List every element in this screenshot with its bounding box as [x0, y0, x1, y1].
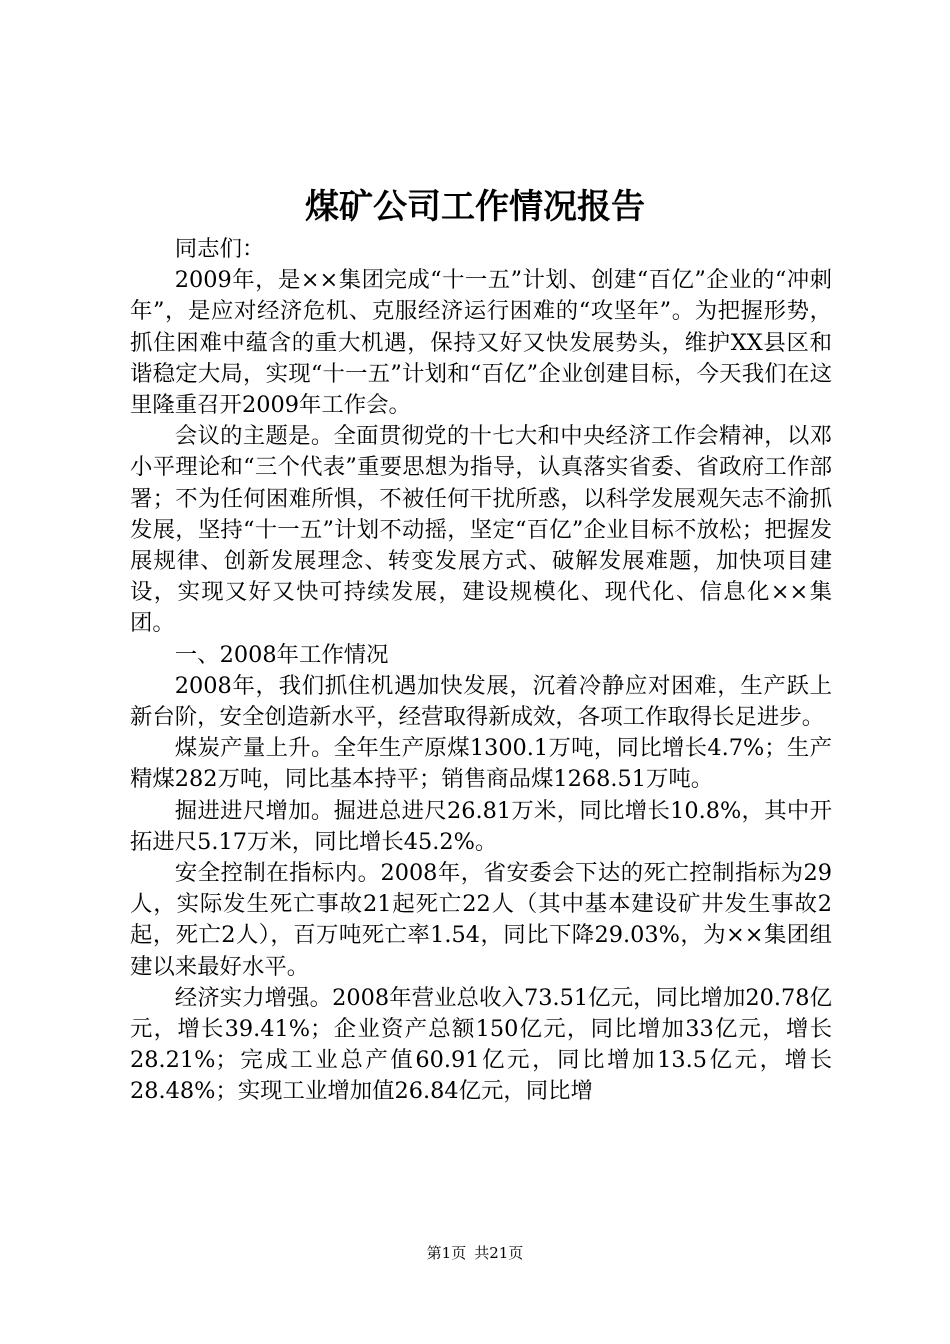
- safety-paragraph: 安全控制在指标内。2008年，省安委会下达的死亡控制指标为29人，实际发生死亡事故21起死亡22人（其中基本建设矿井发生事故2起，死亡2人），百万吨死亡率1.54，同比下降29.03%，为××集团组建以来最好水平。: [130, 860, 832, 980]
- economy-paragraph: 经济实力增强。2008年营业总收入73.51亿元，同比增加20.78亿元，增长39.41%；企业资产总额150亿元，同比增加33亿元，增长28.21%；完成工业总产值60.91亿元，同比增加13.5亿元，增长28.48%；实现工业增加值26.84亿元，同比增: [130, 984, 832, 1105]
- greeting-paragraph: 同志们：: [174, 236, 265, 262]
- intro-paragraph: 2009年，是××集团完成“十一五”计划、创建“百亿”企业的“冲刺年”，是应对经济危机、克服经济运行困难的“攻坚年”。为把握形势，抓住困难中蕴含的重大机遇，保持又好又快发展势头，维护XX县区和谐稳定大局，实现“十一五”计划和“百亿”企业创建目标，今天我们在这里隆重召开2009年工作会。: [130, 267, 832, 419]
- page-total: 共21页: [474, 1244, 524, 1262]
- document-title: 煤矿公司工作情况报告: [305, 187, 645, 227]
- excavation-paragraph: 掘进进尺增加。掘进总进尺26.81万米，同比增长10.8%，其中开拓进尺5.17万米，同比增长45.2%。: [130, 797, 832, 855]
- summary-paragraph: 2008年，我们抓住机遇加快发展，沉着冷静应对困难，生产跃上新台阶，安全创造新水平，经营取得新成效，各项工作取得长足进步。: [130, 672, 832, 731]
- coal-output-paragraph: 煤炭产量上升。全年生产原煤1300.1万吨，同比增长4.7%；生产精煤282万吨，同比基本持平；销售商品煤1268.51万吨。: [130, 735, 832, 793]
- theme-paragraph: 会议的主题是。全面贯彻党的十七大和中央经济工作会精神，以邓小平理论和“三个代表”重要思想为指导，认真落实省委、省政府工作部署；不为任何困难所惧，不被任何干扰所惑，以科学发展观矢志不渝抓发展，坚持“十一五”计划不动摇，坚定“百亿”企业目标不放松；把握发展规律、创新发展理念、转变发展方式、破解发展难题，加快项目建设，实现又好又快可持续发展，建设规模化、现代化、信息化××集团。: [130, 423, 832, 637]
- section-heading: 一、2008年工作情况: [174, 641, 389, 668]
- page-number: 第1页: [426, 1244, 467, 1262]
- document-body: [130, 234, 832, 1108]
- page-footer: [0, 1243, 950, 1263]
